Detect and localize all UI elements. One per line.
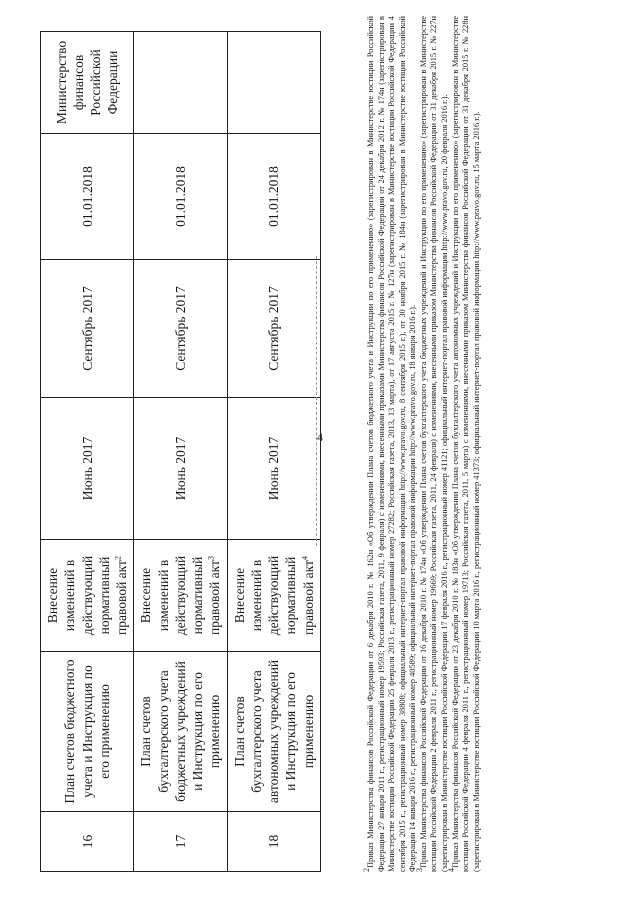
footnote-text: Приказ Министерства финансов Российской Федерации от 16 декабря 2010 г. № 174н «Об утверждении Плана счетов бухгалтерского учета бюджетных учреждений и Инструкции по его применению» (зарегистрирован в Министерстве юстиции Российской Федерации 2 февраля 2011 г., регистрационный номер 19669; Российская газета, 2011, 24 февраля) с изменениями, внесенными приказом Министерства финансов Российской Федерации от 31 декабря 2015 г. № 227н (зарегистрирован в Министерстве юстиции Российской Федерации 17 февраля 2016 г., регистрационный номер 41121; официальный интернет-портал правовой информации http://www.pravo.gov.ru, 20 февраля 2016 г.). [418,16,450,872]
document-name: План счетов бюджетного учета и Инструкция по его применению [41,652,134,812]
page-number: 4 [317,430,323,444]
responsible-authority [227,32,320,134]
footnote-text: Приказ Министерства финансов Российской Федерации от 23 декабря 2010 г. № 183н «Об утверждении Плана счетов бухгалтерского учета автономных учреждений и Инструкции по его применению» (зарегистрирован в Министерстве юстиции Российской Федерации 4 февраля 2011 г., регистрационный номер 19713; Российская газета, 2011, 5 марта) с изменениями, внесенными приказом Министерства финансов Российской Федерации от 31 декабря 2015 г. № 228н (зарегистрирован в Министерстве юстиции Российской Федерации 10 марта 2016 г., регистрационный номер 41373; официальный интернет-портал правовой информации http://www.pravo.gov.ru, 15 марта 2016 г.). [450,16,481,872]
footnote [415,16,451,872]
row-number: 18 [227,812,320,872]
table-row [227,32,320,872]
document-name: План счетов бухгалтерского учета автономных учреждений и Инструкция по его применению [227,652,320,812]
footnote-mark: 3 [415,868,425,872]
start-date: Июнь 2017 [227,398,320,540]
footnote-ref: 3 [206,556,216,561]
table-row [41,32,134,872]
action-cell [134,540,227,652]
plan-table [40,31,321,872]
start-date: Июнь 2017 [134,398,227,540]
end-date: Сентябрь 2017 [41,260,134,398]
action-text: Внесение изменений в действующий нормативный правовой акт [231,555,316,636]
start-date: Июнь 2017 [41,398,134,540]
footnote-text: Приказ Министерства финансов Российской Федерации от 6 декабря 2010 г. № 162н «Об утверждении Плана счетов бюджетного учета и Инструкции по его применению» (зарегистрирован в Министерстве юстиции Российской Федерации 27 января 2011 г., регистрационный номер 19593; Российская газета, 2011, 9 февраля) с изменениями, внесенными приказами Министерства финансов Российской Федерации от 24 декабря 2012 г. № 174н (зарегистрирован в Министерстве юстиции Российской Федерации 25 февраля 2013 г., регистрационный номер 27282; Российская газета, 2013, 13 марта), от 17 августа 2015 г. № 127н (зарегистрирован в Министерстве юстиции Российской Федерации 4 сентября 2015 г., регистрационный номер 38808; официальный интернет-портал правовой информации http://www.pravo.gov.ru, 8 сентября 2015 г.), от 30 ноября 2015 г. № 184н (зарегистрирован в Министерстве юстиции Российской Федерации 14 января 2016 г., регистрационный номер 40589; официальный интернет-портал правовой информации http://www.pravo.gov.ru, 18 января 2016 г.). [366,16,418,872]
row-number: 16 [41,812,134,872]
end-date: Сентябрь 2017 [134,260,227,398]
effective-date: 01.01.2018 [41,134,134,260]
footnote-ref: 4 [300,556,310,561]
responsible-authority: Министерство финансов Российской Федерации [41,32,134,134]
action-text: Внесение изменений в действующий нормативный правовой акт [138,555,223,636]
end-date: Сентябрь 2017 [227,260,320,398]
action-text: Внесение изменений в действующий нормативный правовой акт [45,555,130,636]
effective-date: 01.01.2018 [227,134,320,260]
row-number: 17 [134,812,227,872]
footnote-mark: 4 [446,868,456,872]
dashed-mark [316,256,318,546]
footnote-ref: 2 [113,556,123,561]
footnote-mark: 2 [362,868,372,872]
document-name: План счетов бухгалтерского учета бюджетных учреждений и Инструкция по его применению [134,652,227,812]
responsible-authority [134,32,227,134]
action-cell [227,540,320,652]
footnote [446,16,483,872]
footnotes [362,16,482,872]
rotated-content [40,2,640,872]
action-cell [41,540,134,652]
effective-date: 01.01.2018 [134,134,227,260]
table-row [134,32,227,872]
footnote [362,16,419,872]
